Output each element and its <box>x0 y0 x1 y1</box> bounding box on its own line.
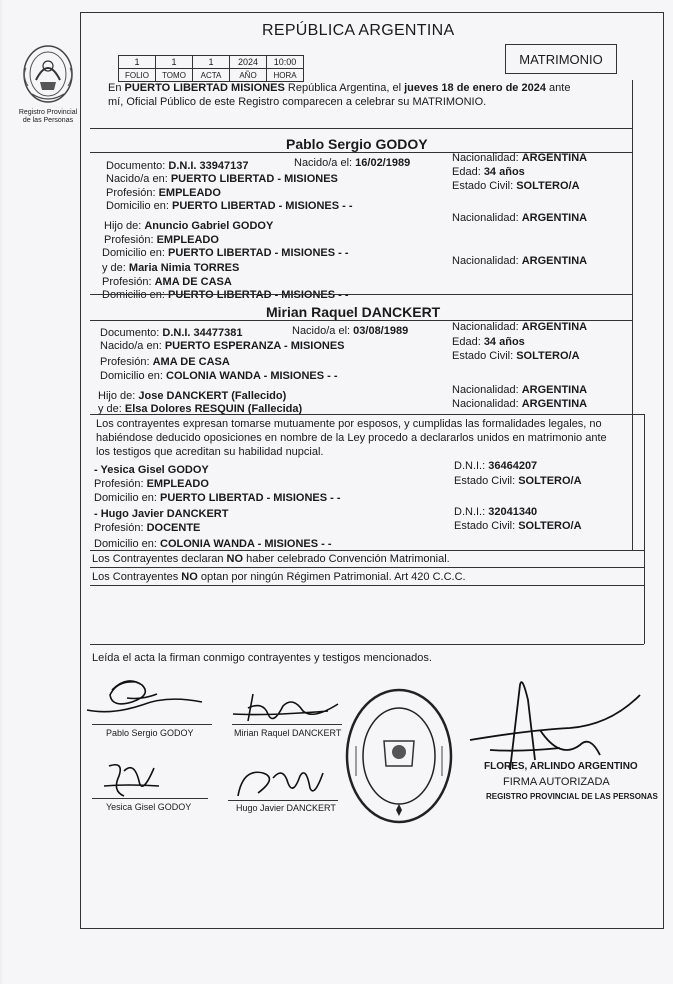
witness-2-signature-icon <box>228 758 338 806</box>
year-value: 2024 <box>230 56 267 69</box>
groom-profession: Profesión: EMPLEADO <box>106 187 221 199</box>
witness-1-civil-status: Estado Civil: SOLTERO/A <box>454 475 582 487</box>
witness-1-dni: D.N.I.: 36464207 <box>454 460 538 472</box>
page-title: REPÚBLICA ARGENTINA <box>262 22 455 39</box>
groom-father: Hijo de: Anuncio Gabriel GODOY <box>104 220 274 232</box>
bride-document: Documento: D.N.I. 34477381 <box>100 327 243 339</box>
official-office: REGISTRO PROVINCIAL DE LAS PERSONAS <box>486 792 658 801</box>
intro-line-1: En PUERTO LIBERTAD MISIONES República Argentina, el jueves 18 de enero de 2024 ante <box>108 82 571 94</box>
intro-line-2: mí, Oficial Público de este Registro comparecen a celebrar su MATRIMONIO. <box>108 96 487 108</box>
witness-2-name: - Hugo Javier DANCKERT <box>94 508 229 520</box>
registry-logo <box>16 42 80 130</box>
bride-father-nationality: Nacionalidad: ARGENTINA <box>452 384 588 396</box>
groom-name: Pablo Sergio GODOY <box>286 136 428 152</box>
bride-name: Mirian Raquel DANCKERT <box>266 304 441 320</box>
official-name: FLORES, ARLINDO ARGENTINO <box>484 761 638 772</box>
registry-logo-text: Registro Provincial de las Personas <box>18 109 78 124</box>
document-page <box>2 0 673 984</box>
groom-father-address: Domicilio en: PUERTO LIBERTAD - MISIONES - - <box>102 247 349 259</box>
bride-signature-label: Mirian Raquel DANCKERT <box>234 728 342 738</box>
tomo-value: 1 <box>156 56 193 69</box>
groom-father-nationality: Nacionalidad: ARGENTINA <box>452 212 588 224</box>
official-role: FIRMA AUTORIZADA <box>503 776 610 788</box>
delegation-seal-icon <box>344 686 454 826</box>
declaration-line-1: Los contrayentes expresan tomarse mutuamente por esposos, y cumplidas las formalidades legales, no <box>96 418 602 430</box>
groom-mother: y de: Maria Nimia TORRES <box>102 262 240 274</box>
groom-birthdate: Nacido/a el: 16/02/1989 <box>294 157 411 169</box>
closing-statement: Leída el acta la firman conmigo contrayentes y testigos mencionados. <box>92 652 432 664</box>
witness-2-profession: Profesión: DOCENTE <box>94 522 201 534</box>
groom-age: Edad: 34 años <box>452 166 525 178</box>
hour-label: HORA <box>267 69 304 82</box>
folio-value: 1 <box>119 56 156 69</box>
bride-mother-nationality: Nacionalidad: ARGENTINA <box>452 398 588 410</box>
groom-signature-label: Pablo Sergio GODOY <box>106 728 194 738</box>
record-number-grid <box>118 55 304 82</box>
groom-document: Documento: D.N.I. 33947137 <box>106 160 249 172</box>
acta-value: 1 <box>193 56 230 69</box>
acta-label: ACTA <box>193 69 230 82</box>
groom-mother-profession: Profesión: AMA DE CASA <box>102 276 232 288</box>
bride-profession: Profesión: AMA DE CASA <box>100 356 230 368</box>
witness-2-signature-label: Hugo Javier DANCKERT <box>236 803 336 813</box>
bride-address: Domicilio en: COLONIA WANDA - MISIONES - - <box>100 370 338 382</box>
groom-signature-icon <box>82 670 212 725</box>
bride-birthplace: Nacido/a en: PUERTO ESPERANZA - MISIONES <box>100 340 345 352</box>
witness-1-signature-label: Yesica Gisel GODOY <box>106 802 192 812</box>
witness-2-dni: D.N.I.: 32041340 <box>454 506 538 518</box>
tomo-label: TOMO <box>156 69 193 82</box>
record-type-badge: MATRIMONIO <box>505 44 617 74</box>
bride-mother: y de: Elsa Dolores RESQUIN (Fallecida) <box>98 403 303 415</box>
groom-address: Domicilio en: PUERTO LIBERTAD - MISIONES - - <box>106 200 353 212</box>
witness-2-address: Domicilio en: COLONIA WANDA - MISIONES - - <box>94 538 332 550</box>
bride-birthdate: Nacido/a el: 03/08/1989 <box>292 325 409 337</box>
declaration-line-3: los testigos que acreditan su habilidad nupcial. <box>96 446 324 458</box>
groom-birthplace: Nacido/a en: PUERTO LIBERTAD - MISIONES <box>106 173 338 185</box>
folio-label: FOLIO <box>119 69 156 82</box>
witness-1-profession: Profesión: EMPLEADO <box>94 478 209 490</box>
convention-note: Los Contrayentes declaran NO haber celebrado Convención Matrimonial. <box>92 553 450 565</box>
witness-1-address: Domicilio en: PUERTO LIBERTAD - MISIONES - - <box>94 492 341 504</box>
witness-1-name: - Yesica Gisel GODOY <box>94 464 209 476</box>
groom-nationality: Nacionalidad: ARGENTINA <box>452 152 588 164</box>
groom-mother-nationality: Nacionalidad: ARGENTINA <box>452 255 588 267</box>
bride-nationality: Nacionalidad: ARGENTINA <box>452 321 588 333</box>
regime-note: Los Contrayentes NO optan por ningún Régimen Patrimonial. Art 420 C.C.C. <box>92 571 466 583</box>
hour-value: 10:00 <box>267 56 304 69</box>
year-label: AÑO <box>230 69 267 82</box>
witness-2-civil-status: Estado Civil: SOLTERO/A <box>454 520 582 532</box>
bride-age: Edad: 34 años <box>452 336 525 348</box>
bride-father: Hijo de: Jose DANCKERT (Fallecido) <box>98 390 287 402</box>
misiones-seal-icon <box>16 42 80 108</box>
declaration-line-2: habiéndose deducido oposiciones en nombre de la Ley procedo a declararlos unidos en matrimonio ante <box>96 432 607 444</box>
bride-civil-status: Estado Civil: SOLTERO/A <box>452 350 580 362</box>
groom-civil-status: Estado Civil: SOLTERO/A <box>452 180 580 192</box>
groom-father-profession: Profesión: EMPLEADO <box>104 234 219 246</box>
groom-mother-address: Domicilio en: PUERTO LIBERTAD - MISIONES - - <box>102 289 349 301</box>
